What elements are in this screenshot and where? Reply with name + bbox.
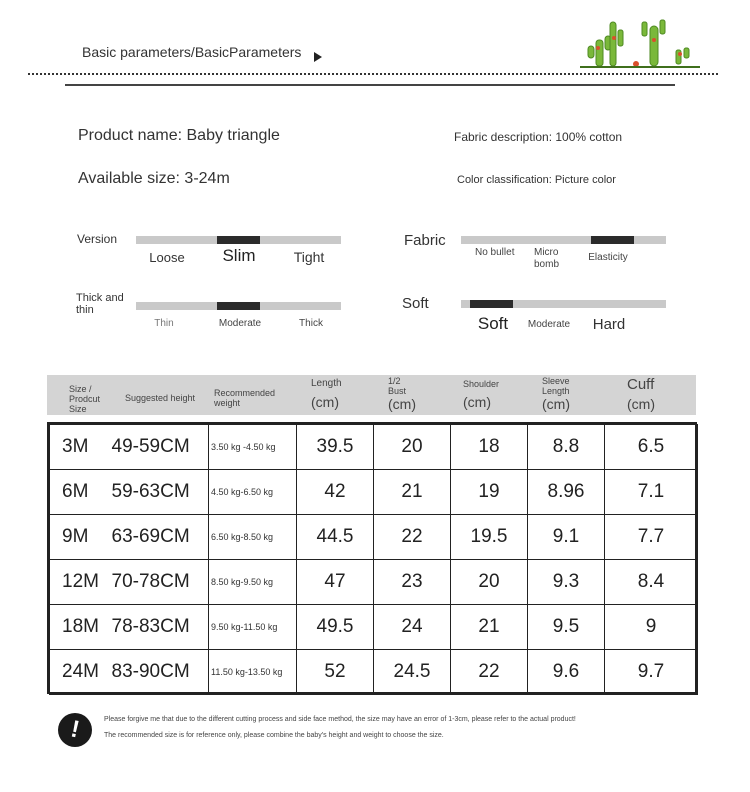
soft-option-hard: Hard: [592, 316, 626, 333]
cell-height: 59-63CM: [110, 470, 209, 515]
cell-height: 63-69CM: [110, 515, 209, 560]
thickness-label: Thick and thin: [76, 292, 124, 316]
cell-sleeve: 9.5: [528, 605, 605, 650]
cell-size: 6M: [50, 470, 110, 515]
header-shoulder: Shoulder (cm): [463, 379, 500, 410]
thickness-option-thick: Thick: [299, 318, 323, 329]
table-row: [50, 515, 698, 560]
fabric-option-elasticity: Elasticity: [588, 252, 628, 263]
cell-bust: 20: [374, 425, 451, 470]
soft-option-moderate: Moderate: [527, 319, 571, 330]
cell-size: 3M: [50, 425, 110, 470]
thickness-bar-fill: [217, 302, 260, 310]
cell-weight: 8.50 kg-9.50 kg: [209, 560, 297, 605]
fabric-bar: [461, 236, 666, 244]
size-table: [47, 422, 697, 694]
thickness-option-thin: Thin: [154, 318, 174, 329]
cell-bust: 24.5: [374, 650, 451, 695]
fabric-option-micro-bomb: Micro bomb: [534, 247, 560, 270]
soft-bar-fill: [470, 300, 513, 308]
fabric-option-no-bullet: No bullet: [475, 247, 515, 258]
cell-length: 44.5: [297, 515, 374, 560]
table-header: [47, 375, 696, 415]
cell-shoulder: 20: [451, 560, 528, 605]
table-row: [50, 605, 698, 650]
header-weight: Recommended weight: [214, 388, 276, 408]
available-size: Available size: 3-24m: [78, 170, 230, 187]
table-row: [50, 470, 698, 515]
table-row: [50, 560, 698, 605]
soft-label: Soft: [402, 295, 429, 312]
cell-sleeve: 9.1: [528, 515, 605, 560]
cell-weight: 9.50 kg-11.50 kg: [209, 605, 297, 650]
cell-shoulder: 21: [451, 605, 528, 650]
version-option-slim: Slim: [222, 246, 256, 265]
cell-sleeve: 9.3: [528, 560, 605, 605]
cell-height: 49-59CM: [110, 425, 209, 470]
cell-height: 83-90CM: [110, 650, 209, 695]
warning-icon: !: [58, 713, 92, 747]
cell-cuff: 7.1: [605, 470, 698, 515]
cell-shoulder: 18: [451, 425, 528, 470]
cactus-decoration-icon: [580, 18, 700, 70]
cell-bust: 23: [374, 560, 451, 605]
solid-divider: [65, 84, 675, 86]
section-title: Basic parameters/BasicParameters: [82, 44, 302, 60]
cell-cuff: 6.5: [605, 425, 698, 470]
note-error: Please forgive me that due to the different cutting process and side face method, the size may have an error of 1-3cm, please refer to the actual product!: [104, 716, 576, 723]
fabric-bar-fill: [591, 236, 634, 244]
cell-length: 39.5: [297, 425, 374, 470]
cell-weight: 4.50 kg-6.50 kg: [209, 470, 297, 515]
thickness-bar: [136, 302, 341, 310]
cell-length: 49.5: [297, 605, 374, 650]
cell-sleeve: 8.8: [528, 425, 605, 470]
cell-height: 78-83CM: [110, 605, 209, 650]
cell-height: 70-78CM: [110, 560, 209, 605]
cell-cuff: 9: [605, 605, 698, 650]
cell-size: 24M: [50, 650, 110, 695]
note-recommendation: The recommended size is for reference only, please combine the baby's height and weight to choose the size.: [104, 732, 444, 739]
cell-length: 52: [297, 650, 374, 695]
header-sleeve: Sleeve Length (cm): [542, 376, 570, 412]
cell-cuff: 8.4: [605, 560, 698, 605]
color-classification: Color classification: Picture color: [457, 174, 616, 186]
thickness-option-moderate: Moderate: [218, 318, 262, 329]
cell-weight: 3.50 kg -4.50 kg: [209, 425, 297, 470]
cell-bust: 22: [374, 515, 451, 560]
table-row: [50, 425, 698, 470]
dotted-divider: [28, 73, 718, 75]
cell-sleeve: 8.96: [528, 470, 605, 515]
cell-shoulder: 19.5: [451, 515, 528, 560]
header-bust: 1/2 Bust (cm): [388, 376, 416, 412]
header-cuff: Cuff (cm): [627, 376, 655, 412]
version-option-tight: Tight: [293, 249, 325, 265]
version-label: Version: [77, 232, 118, 246]
cell-shoulder: 22: [451, 650, 528, 695]
soft-option-soft: Soft: [477, 314, 509, 333]
cell-bust: 24: [374, 605, 451, 650]
cell-bust: 21: [374, 470, 451, 515]
header-height: Suggested height: [125, 393, 196, 403]
version-bar-fill: [217, 236, 260, 244]
cell-cuff: 9.7: [605, 650, 698, 695]
cell-sleeve: 9.6: [528, 650, 605, 695]
cell-length: 47: [297, 560, 374, 605]
fabric-description: Fabric description: 100% cotton: [454, 130, 623, 144]
version-option-loose: Loose: [149, 250, 185, 265]
table-row: [50, 650, 698, 695]
arrow-icon: [314, 52, 322, 62]
cell-length: 42: [297, 470, 374, 515]
product-name: Product name: Baby triangle: [78, 127, 280, 144]
fabric-label: Fabric: [404, 232, 446, 249]
cell-weight: 6.50 kg-8.50 kg: [209, 515, 297, 560]
version-bar: [136, 236, 341, 244]
cell-size: 9M: [50, 515, 110, 560]
cell-shoulder: 19: [451, 470, 528, 515]
cell-size: 18M: [50, 605, 110, 650]
soft-bar: [461, 300, 666, 308]
header-size: Size / Prodcut Size: [69, 384, 101, 414]
header-length: Length (cm): [311, 378, 342, 410]
cell-size: 12M: [50, 560, 110, 605]
cell-weight: 11.50 kg-13.50 kg: [209, 650, 297, 695]
cell-cuff: 7.7: [605, 515, 698, 560]
